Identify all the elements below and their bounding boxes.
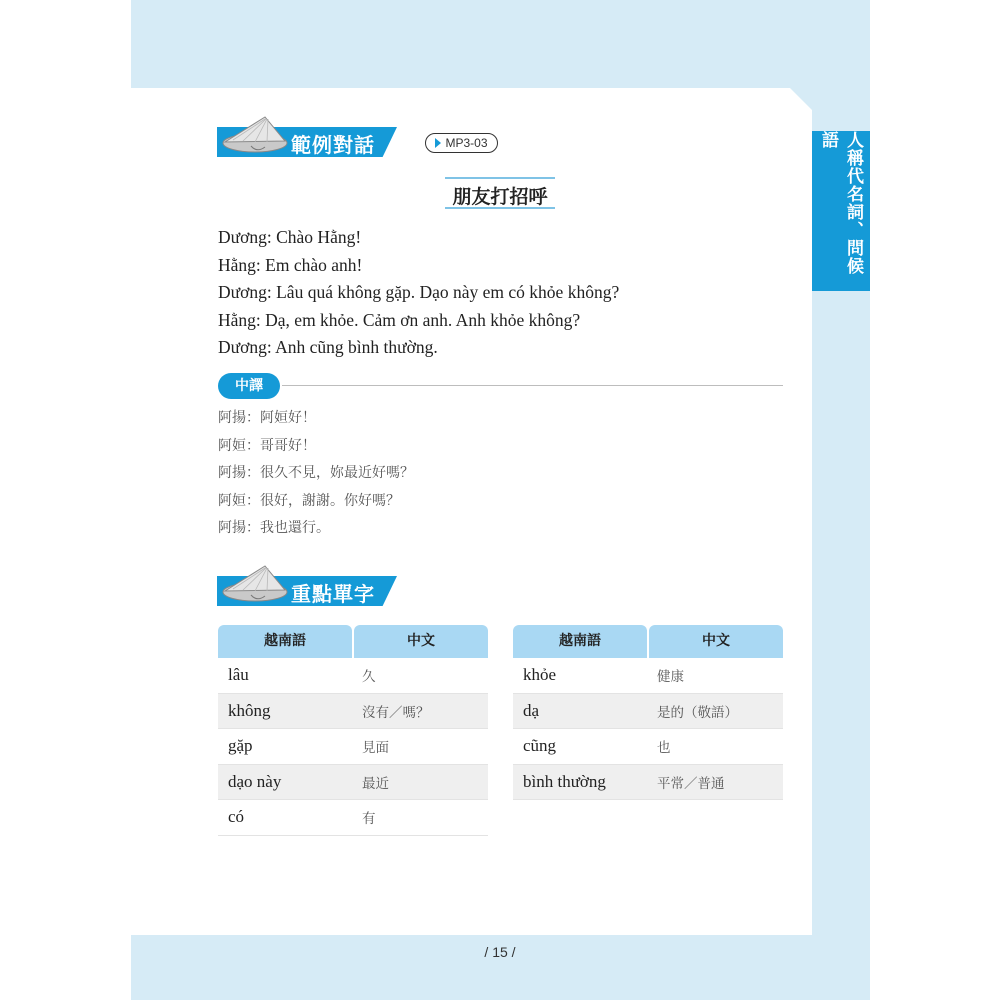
vocab-chinese: 平常／普通 xyxy=(657,775,725,792)
vocab-vietnamese: khỏe xyxy=(523,665,557,685)
chapter-side-tab-label: 人稱代名詞、問候語 xyxy=(818,131,863,275)
vocab-row xyxy=(218,694,488,730)
vocab-row xyxy=(218,658,488,694)
translation-line: 阿姮：很好，謝謝。你好嗎？ xyxy=(218,492,400,509)
section-title-vocabulary: 重點單字 xyxy=(291,582,375,606)
vocab-vietnamese: cũng xyxy=(523,736,557,756)
dialog-line: Dương: Chào Hằng! xyxy=(218,227,362,247)
audio-track-label: MP3-03 xyxy=(445,136,488,150)
translation-line: 阿揚：阿姮好！ xyxy=(218,410,316,426)
translation-header xyxy=(218,373,783,399)
chapter-side-tab xyxy=(812,131,870,291)
vocab-row xyxy=(218,800,488,836)
vocab-vietnamese: gặp xyxy=(228,736,253,756)
dialog-line: Hằng: Em chào anh! xyxy=(218,254,363,275)
section-header-dialogue xyxy=(217,127,397,157)
vocab-chinese: 久 xyxy=(362,669,376,686)
section-header-vocabulary xyxy=(217,576,397,606)
dialog-title: 朋友打招呼 xyxy=(445,177,555,209)
vocab-header-vietnamese: 越南語 xyxy=(513,625,647,658)
vocab-header-vietnamese: 越南語 xyxy=(218,625,352,658)
translation-label: 中譯 xyxy=(218,373,280,399)
vocab-vietnamese: dạo này xyxy=(228,771,282,791)
vocab-table-right xyxy=(513,625,783,800)
vocab-row xyxy=(513,694,783,730)
translation-line: 阿姮：哥哥好！ xyxy=(218,437,316,454)
vocab-row xyxy=(513,729,783,765)
dialog-line: Hằng: Dạ, em khỏe. Cảm ơn anh. Anh khỏe không? xyxy=(218,309,581,330)
dialog-line: Dương: Lâu quá không gặp. Dạo này em có khỏe không? xyxy=(218,282,620,302)
vocab-header-chinese: 中文 xyxy=(649,625,783,658)
vocab-chinese: 有 xyxy=(362,811,376,828)
translation-divider xyxy=(282,385,783,386)
vocab-row xyxy=(513,765,783,801)
vocab-table-header xyxy=(218,625,488,658)
dialog-line: Dương: Anh cũng bình thường. xyxy=(218,337,438,357)
vocab-chinese: 最近 xyxy=(362,775,389,792)
vocab-chinese: 見面 xyxy=(362,740,389,757)
conical-hat-icon xyxy=(221,562,289,604)
vocab-header-chinese: 中文 xyxy=(354,625,488,658)
vocab-table-header xyxy=(513,625,783,658)
translation-line: 阿揚：我也還行。 xyxy=(218,520,330,536)
audio-track-button[interactable] xyxy=(425,133,498,153)
vocab-table-left xyxy=(218,625,488,836)
page-corner-fold xyxy=(790,88,812,110)
translation-line: 阿揚：很久不見，妳最近好嗎？ xyxy=(218,465,414,481)
section-title-dialogue: 範例對話 xyxy=(291,133,375,157)
vocab-vietnamese: không xyxy=(228,700,271,720)
conical-hat-icon xyxy=(221,113,289,155)
vocab-chinese: 沒有／嗎？ xyxy=(362,704,430,721)
vocab-vietnamese: dạ xyxy=(523,700,540,720)
vocab-chinese: 也 xyxy=(657,740,671,757)
page-number: / 15 / xyxy=(484,944,516,960)
vocab-row xyxy=(218,729,488,765)
vocab-chinese: 健康 xyxy=(657,669,684,686)
vocab-row xyxy=(218,765,488,801)
vocab-vietnamese: có xyxy=(228,807,245,827)
translation-lines xyxy=(218,405,778,543)
vocab-chinese: 是的（敬語） xyxy=(657,704,738,721)
play-icon xyxy=(435,138,441,148)
vocab-row xyxy=(513,658,783,694)
vocab-vietnamese: lâu xyxy=(228,665,249,685)
dialog-lines xyxy=(218,224,778,362)
vocab-vietnamese: bình thường xyxy=(523,771,606,791)
